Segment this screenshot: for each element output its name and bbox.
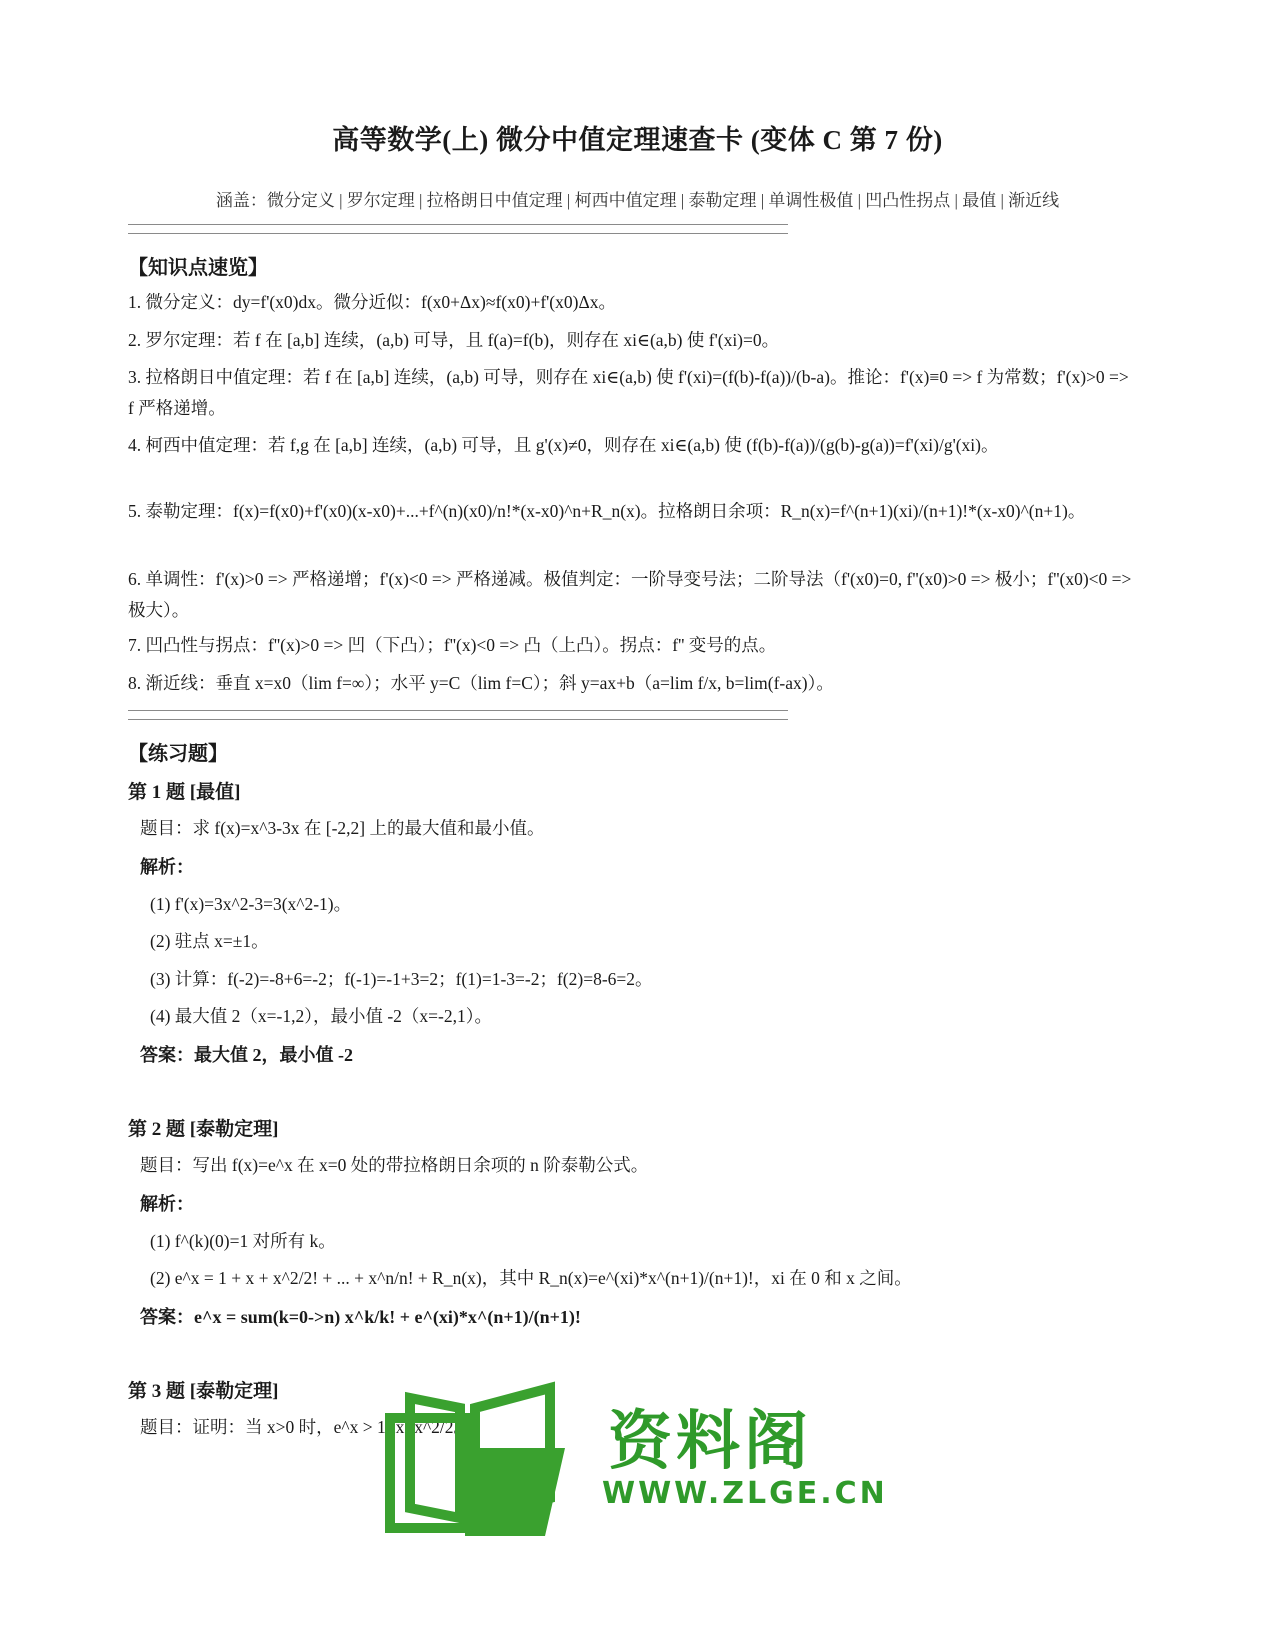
q1-analysis-label: 解析： (140, 857, 194, 877)
knowledge-item-5: 5. 泰勒定理：f(x)=f(x0)+f'(x0)(x-x0)+...+f^(n)(x0)/n!*(x-x0)^n+R_n(x)。拉格朗日余项：R_n(x)=f^(n+1)(xi)/(n+1)!*(x-x0)^(n+1)。 (128, 501, 1086, 521)
watermark-url: WWW.ZLGE.CN (602, 1476, 888, 1511)
knowledge-heading: 【知识点速览】 (128, 257, 268, 279)
q2-prompt: 题目：写出 f(x)=e^x 在 x=0 处的带拉格朗日余项的 n 阶泰勒公式。 (140, 1155, 649, 1175)
watermark-brand: 资料阁 (608, 1405, 812, 1479)
q2-step-1: (1) f^(k)(0)=1 对所有 k。 (150, 1231, 336, 1251)
page-subtitle: 涵盖：微分定义 | 罗尔定理 | 拉格朗日中值定理 | 柯西中值定理 | 泰勒定理 | 单调性极值 | 凹凸性拐点 | 最值 | 渐近线 (215, 191, 1060, 210)
knowledge-item-1: 1. 微分定义：dy=f'(x0)dx。微分近似：f(x0+Δx)≈f(x0)+f'(x0)Δx。 (128, 292, 616, 312)
q1-step-4: (4) 最大值 2（x=-1,2），最小值 -2（x=-2,1）。 (150, 1006, 493, 1026)
q1-title: 第 1 题 [最值] (128, 782, 241, 803)
book-icon (380, 1378, 570, 1538)
knowledge-item-2: 2. 罗尔定理：若 f 在 [a,b] 连续，(a,b) 可导，且 f(a)=f(b)，则存在 xi∈(a,b) 使 f'(xi)=0。 (128, 330, 780, 350)
q2-answer: 答案：e^x = sum(k=0->n) x^k/k! + e^(xi)*x^(n+1)/(n+1)! (140, 1307, 581, 1327)
q2-step-2: (2) e^x = 1 + x + x^2/2! + ... + x^n/n! + R_n(x)，其中 R_n(x)=e^(xi)*x^(n+1)/(n+1)!，xi 在 0 和 x 之间。 (150, 1268, 912, 1288)
q1-answer: 答案：最大值 2，最小值 -2 (140, 1045, 353, 1065)
q1-step-3: (3) 计算：f(-2)=-8+6=-2；f(-1)=-1+3=2；f(1)=1-3=-2；f(2)=8-6=2。 (150, 969, 653, 989)
watermark-logo (400, 1405, 888, 1618)
q1-step-1: (1) f'(x)=3x^2-3=3(x^2-1)。 (150, 894, 352, 914)
q2-analysis-label: 解析： (140, 1194, 194, 1214)
q2-title: 第 2 题 [泰勒定理] (128, 1119, 279, 1140)
knowledge-item-3: 3. 拉格朗日中值定理：若 f 在 [a,b] 连续，(a,b) 可导，则存在 xi∈(a,b) 使 f'(xi)=(f(b)-f(a))/(b-a)。推论：f'(x)≡0 => f 为常数；f'(x)>0 => f 严格递增。 (128, 367, 1129, 418)
knowledge-item-4: 4. 柯西中值定理：若 f,g 在 [a,b] 连续，(a,b) 可导，且 g'(x)≠0，则存在 xi∈(a,b) 使 (f(b)-f(a))/(g(b)-g(a))=f'(xi)/g'(xi)。 (128, 435, 999, 455)
divider-top (128, 224, 788, 234)
q1-step-2: (2) 驻点 x=±1。 (150, 931, 269, 951)
knowledge-item-7: 7. 凹凸性与拐点：f''(x)>0 => 凹（下凸）；f''(x)<0 => 凸（上凸）。拐点：f'' 变号的点。 (128, 635, 777, 655)
exercises-heading: 【练习题】 (128, 743, 228, 765)
q1-prompt: 题目：求 f(x)=x^3-3x 在 [-2,2] 上的最大值和最小值。 (140, 818, 545, 838)
q3-prompt: 题目：证明：当 x>0 时，e^x > 1+x+x^2/2。 (140, 1417, 472, 1437)
knowledge-item-8: 8. 渐近线：垂直 x=x0（lim f=∞）；水平 y=C（lim f=C）；斜 y=ax+b（a=lim f/x, b=lim(f-ax)）。 (128, 673, 834, 693)
knowledge-item-6: 6. 单调性：f'(x)>0 => 严格递增；f'(x)<0 => 严格递减。极值判定：一阶导变号法；二阶导法（f'(x0)=0, f''(x0)>0 => 极小；f''(x0)<0 => 极大）。 (128, 569, 1132, 620)
q3-title: 第 3 题 [泰勒定理] (128, 1381, 279, 1402)
page-title: 高等数学(上) 微分中值定理速查卡 (变体 C 第 7 份) (332, 125, 943, 155)
divider-middle (128, 710, 788, 720)
